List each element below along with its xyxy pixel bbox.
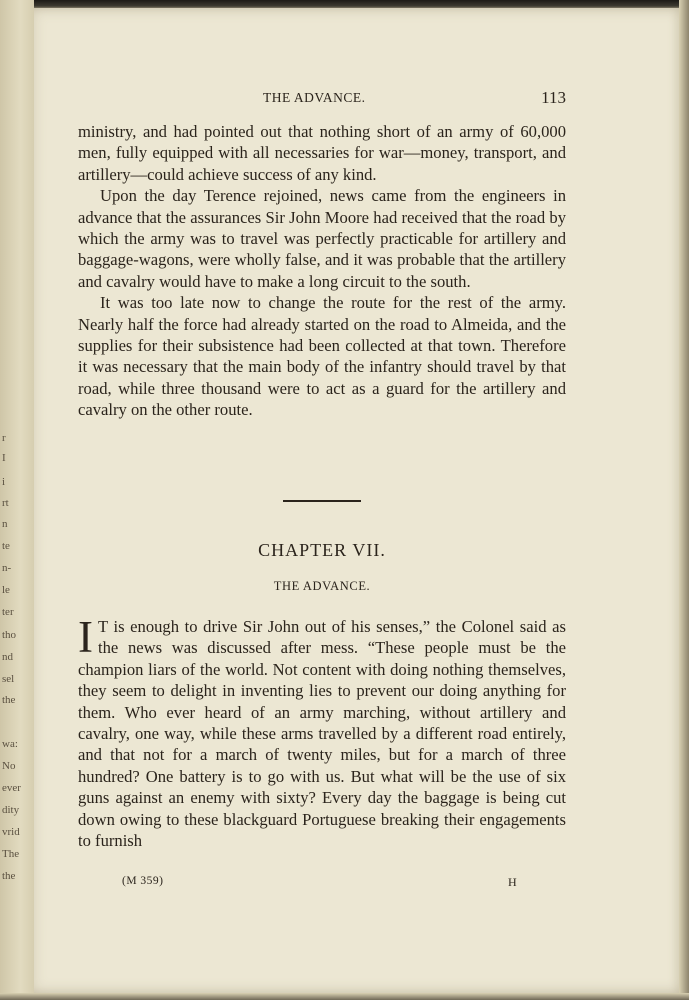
gutter-fragment: n <box>2 518 8 530</box>
chapter-subtitle: THE ADVANCE. <box>273 579 371 593</box>
gutter-fragment: I <box>2 452 6 464</box>
running-head: THE ADVANCE. <box>263 90 366 105</box>
paragraph: Upon the day Terence rejoined, news came from the engineers in advance that the assurances Sir John Moore had received that the road by which the army was to travel was perfectly practicable for artillery and baggage-wagons, were wholly false, and it was probable that the artillery and cavalry would have to make a long circuit to the south. <box>78 186 566 291</box>
gutter-fragment: te <box>2 540 10 552</box>
gutter-fragment: ever <box>2 782 21 794</box>
signature-letter: H <box>508 875 517 889</box>
gutter-fragment: r <box>2 432 6 444</box>
page-footer <box>78 875 566 891</box>
gutter-fragment: le <box>2 584 10 596</box>
facing-page-gutter <box>0 0 34 1000</box>
gutter-fragment: No <box>2 760 16 772</box>
gutter-fragment: tho <box>2 629 17 641</box>
gutter-fragment: ter <box>2 606 14 618</box>
gutter-fragment: sel <box>2 673 15 685</box>
gutter-fragment: vrid <box>2 826 20 838</box>
page-number: 113 <box>541 88 566 107</box>
page-header <box>78 88 566 108</box>
gutter-fragment: The <box>2 848 20 860</box>
printer-signature: (M 359) <box>122 875 164 887</box>
gutter-fragment: rt <box>2 497 9 509</box>
paragraph: ministry, and had pointed out that nothing short of an army of 60,000 men, fully equipped with all necessaries for war—money, transport, and artillery—could achieve success of any kind. <box>78 122 566 184</box>
paragraph: It was too late now to change the route for the rest of the army. Nearly half the force had already started on the road to Almeida, and the supplies for their subsistence had been collected at that town. Therefore it was necessary that the main body of the infantry should travel by that road, while three thousand were to act as a guard for the artillery and cavalry on the other route. <box>78 293 566 420</box>
chapter-opening-paragraph <box>78 612 566 851</box>
body-text-top <box>78 121 566 421</box>
gutter-fragment: i <box>2 476 6 488</box>
gutter-fragment: wa: <box>2 738 18 750</box>
gutter-fragment: nd <box>2 651 13 663</box>
gutter-fragment: n- <box>2 562 12 574</box>
drop-cap: I <box>78 612 93 662</box>
paragraph-text: T is enough to drive Sir John out of his senses,” the Colonel said as the news was discussed after mess. “These people must be the champion liars of the world. Not content with doing nothing themselves, they seem to delight in inventing lies to prevent our doing anything for them. Who ever heard of an army marching, without artillery and cavalry, one way, while these arms travelled by a different road entirely, and that not for a march of twenty miles, but for a march of three hundred? One battery is to go with us. But what will be the use of six guns against an enemy with sixty? Every day the baggage is being cut down owing to these blackguard Portuguese breaking their engagements to furnish <box>78 617 566 851</box>
page-right-edge <box>679 0 689 1000</box>
gutter-fragment: the <box>2 694 16 706</box>
section-divider-rule <box>283 500 361 502</box>
gutter-fragment: dity <box>2 804 20 816</box>
gutter-fragment: the <box>2 870 16 882</box>
body-text-chapter <box>78 612 566 851</box>
chapter-title: CHAPTER VII. <box>258 540 386 560</box>
page-bottom-edge <box>0 993 689 1000</box>
